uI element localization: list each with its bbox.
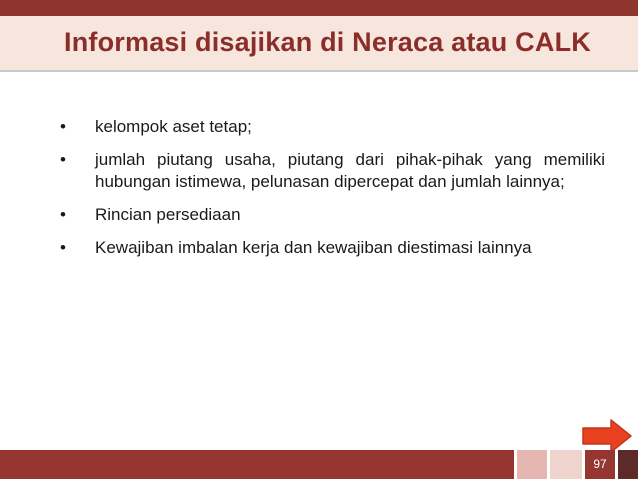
bullet-list <box>60 116 605 270</box>
bullet-icon: • <box>60 205 66 224</box>
footer-bar <box>0 450 514 479</box>
list-item-text: jumlah piutang usaha, piutang dari pihak-pihak yang memiliki hubungan istimewa, pelunasan dipercepat dan jumlah lainnya; <box>95 150 605 191</box>
list-item <box>60 116 605 138</box>
page-number: 97 <box>593 457 607 471</box>
list-item <box>60 149 605 193</box>
list-item-text: Rincian persediaan <box>95 205 241 224</box>
list-item-text: kelompok aset tetap; <box>95 117 252 136</box>
list-item-text: Kewajiban imbalan kerja dan kewajiban diestimasi lainnya <box>95 238 532 257</box>
footer-square <box>550 450 582 479</box>
bullet-icon: • <box>60 117 66 136</box>
footer-square <box>517 450 547 479</box>
list-item <box>60 237 605 259</box>
title-divider <box>0 70 638 72</box>
footer-square <box>618 450 638 479</box>
right-arrow-icon[interactable] <box>581 418 633 454</box>
list-item <box>60 204 605 226</box>
slide-title: Informasi disajikan di Neraca atau CALK <box>64 27 591 57</box>
bullet-icon: • <box>60 238 66 257</box>
bullet-icon: • <box>60 150 66 169</box>
header-bar <box>0 0 638 16</box>
